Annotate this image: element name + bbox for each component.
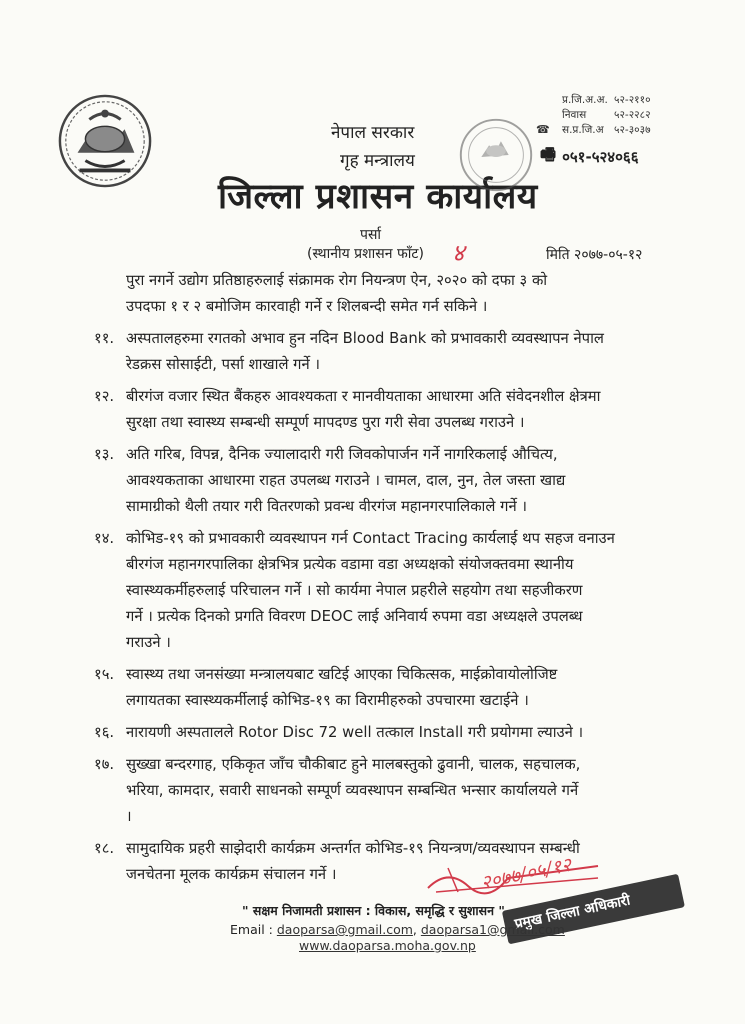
office-title: जिल्ला प्रशासन कार्यालय xyxy=(218,177,538,217)
item-number: १४. xyxy=(94,530,115,547)
body-line: स्वास्थ्यकर्मीहरुलाई परिचालन गर्ने । सो कार्यमा नेपाल प्रहरीले सहयोग तथा सहजीकरण xyxy=(126,582,583,599)
body-line: सुरक्षा तथा स्वास्थ्य सम्बन्धी सम्पूर्ण मापदण्ड पुरा गरी सेवा उपलब्ध गराउने । xyxy=(126,414,525,431)
body-line: उपदफा १ र २ बमोजिम कारवाही गर्ने र शिलबन्दी समेत गर्न सकिने । xyxy=(126,298,488,315)
body-line: बीरगंज महानगरपालिका क्षेत्रभित्र प्रत्येक वडामा वडा अध्यक्षको संयोजक्तवमा स्थानीय xyxy=(126,556,574,573)
contact-row xyxy=(536,107,684,122)
body-line: गराउने । xyxy=(126,634,171,651)
contact-label: प्र.जि.अ.अ. xyxy=(562,93,608,106)
handwritten-page-number: ४ xyxy=(452,239,465,267)
item-number: ११. xyxy=(94,330,115,347)
contact-number: ५२-३०३७ xyxy=(614,123,651,136)
email-link-2[interactable]: daoparsa1@gmail.com xyxy=(420,922,565,937)
body-line: अस्पतालहरुमा रगतको अभाव हुन नदिन Blood Bank को प्रभावकारी व्यवस्थापन नेपाल xyxy=(126,330,604,347)
website-link[interactable]: www.daoparsa.moha.gov.np xyxy=(299,938,476,953)
body-line: भरिया, कामदार, सवारी साधनको सम्पूर्ण व्यवस्थापन सम्बन्धित भन्सार कार्यालयले गर्ने xyxy=(126,782,579,799)
body-line: पुरा नगर्ने उद्योग प्रतिष्ठाहरुलाई संक्रामक रोग नियन्त्रण ऐन, २०२० को दफा ३ को xyxy=(126,272,548,289)
body-line: लगायतका स्वास्थ्यकर्मीलाई कोभिड-१९ का विरामीहरुको उपचारमा खटाईने । xyxy=(126,692,529,709)
body-line: सामाग्रीको थैली तयार गरी वितरणको प्रवन्ध वीरगंज महानगरपालिकाले गर्ने । xyxy=(126,498,527,515)
item-number: १२. xyxy=(94,388,115,405)
body-line: स्वास्थ्य तथा जनसंख्या मन्त्रालयबाट खटिई आएका चिकित्सक, माईक्रोवायोलोजिष्ट xyxy=(126,666,558,683)
body-line: आवश्यकताका आधारमा राहत उपलब्ध गराउने । चामल, दाल, नुन, तेल जस्ता खाद्य xyxy=(126,472,566,489)
item-number: १५. xyxy=(94,666,115,683)
fax-number xyxy=(540,142,639,171)
signature-date: २०७७/०५/१२ xyxy=(478,853,574,895)
phone-icon: ☎ xyxy=(536,123,550,136)
contact-label: स.प्र.जि.अ xyxy=(562,123,604,136)
contact-numbers xyxy=(536,92,684,137)
nepal-emblem-icon xyxy=(56,92,154,190)
contact-row xyxy=(536,92,684,107)
email-label: Email : xyxy=(230,922,273,937)
letter-date: मिति २०७७-०५-१२ xyxy=(546,247,643,263)
footer-email-line xyxy=(230,922,565,937)
body-line: अति गरिब, विपन्न, दैनिक ज्यालादारी गरी जिवकोपार्जन गर्ने नागरिकलाई औचित्य, xyxy=(126,446,558,463)
contact-number: ५२-२११० xyxy=(614,93,651,106)
item-number: १३. xyxy=(94,446,115,463)
body-line: सुख्खा बन्दरगाह, एकिकृत जाँच चौकीबाट हुने मालबस्तुको ढुवानी, चालक, सहचालक, xyxy=(126,756,581,773)
body-line: जनचेतना मूलक कार्यक्रम संचालन गर्ने । xyxy=(126,866,337,883)
district-name: पर्सा xyxy=(360,227,382,243)
item-number: १८. xyxy=(94,840,115,857)
ministry-name: गृह मन्त्रालय xyxy=(340,151,415,171)
body-line: सामुदायिक प्रहरी साझेदारी कार्यक्रम अन्तर्गत कोभिड-१९ नियन्त्रण/व्यवस्थापन सम्बन्धी xyxy=(126,840,580,857)
body-line: नारायणी अस्पतालले Rotor Disc 72 well तत्काल Install गरी प्रयोगमा ल्याउने । xyxy=(126,724,584,741)
body-line: रेडक्रस सोसाईटी, पर्सा शाखाले गर्ने । xyxy=(126,356,321,373)
office-seal-icon xyxy=(452,115,540,195)
contact-row xyxy=(536,122,684,137)
contact-label: निवास xyxy=(562,108,587,121)
item-number: १६. xyxy=(94,724,115,741)
email-separator: , xyxy=(412,922,417,937)
government-name: नेपाल सरकार xyxy=(331,123,415,143)
footer-website xyxy=(299,938,476,953)
body-line: बीरगंज वजार स्थित बैंकहरु आवश्यकता र मानवीयताका आधारमा अति संवेदनशील क्षेत्रमा xyxy=(126,388,601,405)
font-note: (स्थानीय प्रशासन फाँट) xyxy=(307,246,424,262)
footer-slogan: " सक्षम निजामती प्रशासन : विकास, समृद्धि र सुशासन " xyxy=(242,903,505,918)
stamp-text: प्रमुख जिल्ला अधिकारी xyxy=(513,892,632,933)
fax-icon: 🖷 xyxy=(540,145,557,165)
body-line: । xyxy=(126,808,132,825)
body-line: कोभिड-१९ को प्रभावकारी व्यवस्थापन गर्न Contact Tracing कार्यलाई थप सहज वनाउन xyxy=(126,530,615,547)
contact-number: ५२-२२८२ xyxy=(614,108,651,121)
item-number: १७. xyxy=(94,756,115,773)
fax-value: ०५१-५२४०६६ xyxy=(562,147,639,166)
email-link-1[interactable]: daoparsa@gmail.com xyxy=(276,922,413,937)
body-line: गर्ने । प्रत्येक दिनको प्रगति विवरण DEOC लाई अनिवार्य रुपमा वडा अध्यक्षले उपलब्ध xyxy=(126,608,583,625)
